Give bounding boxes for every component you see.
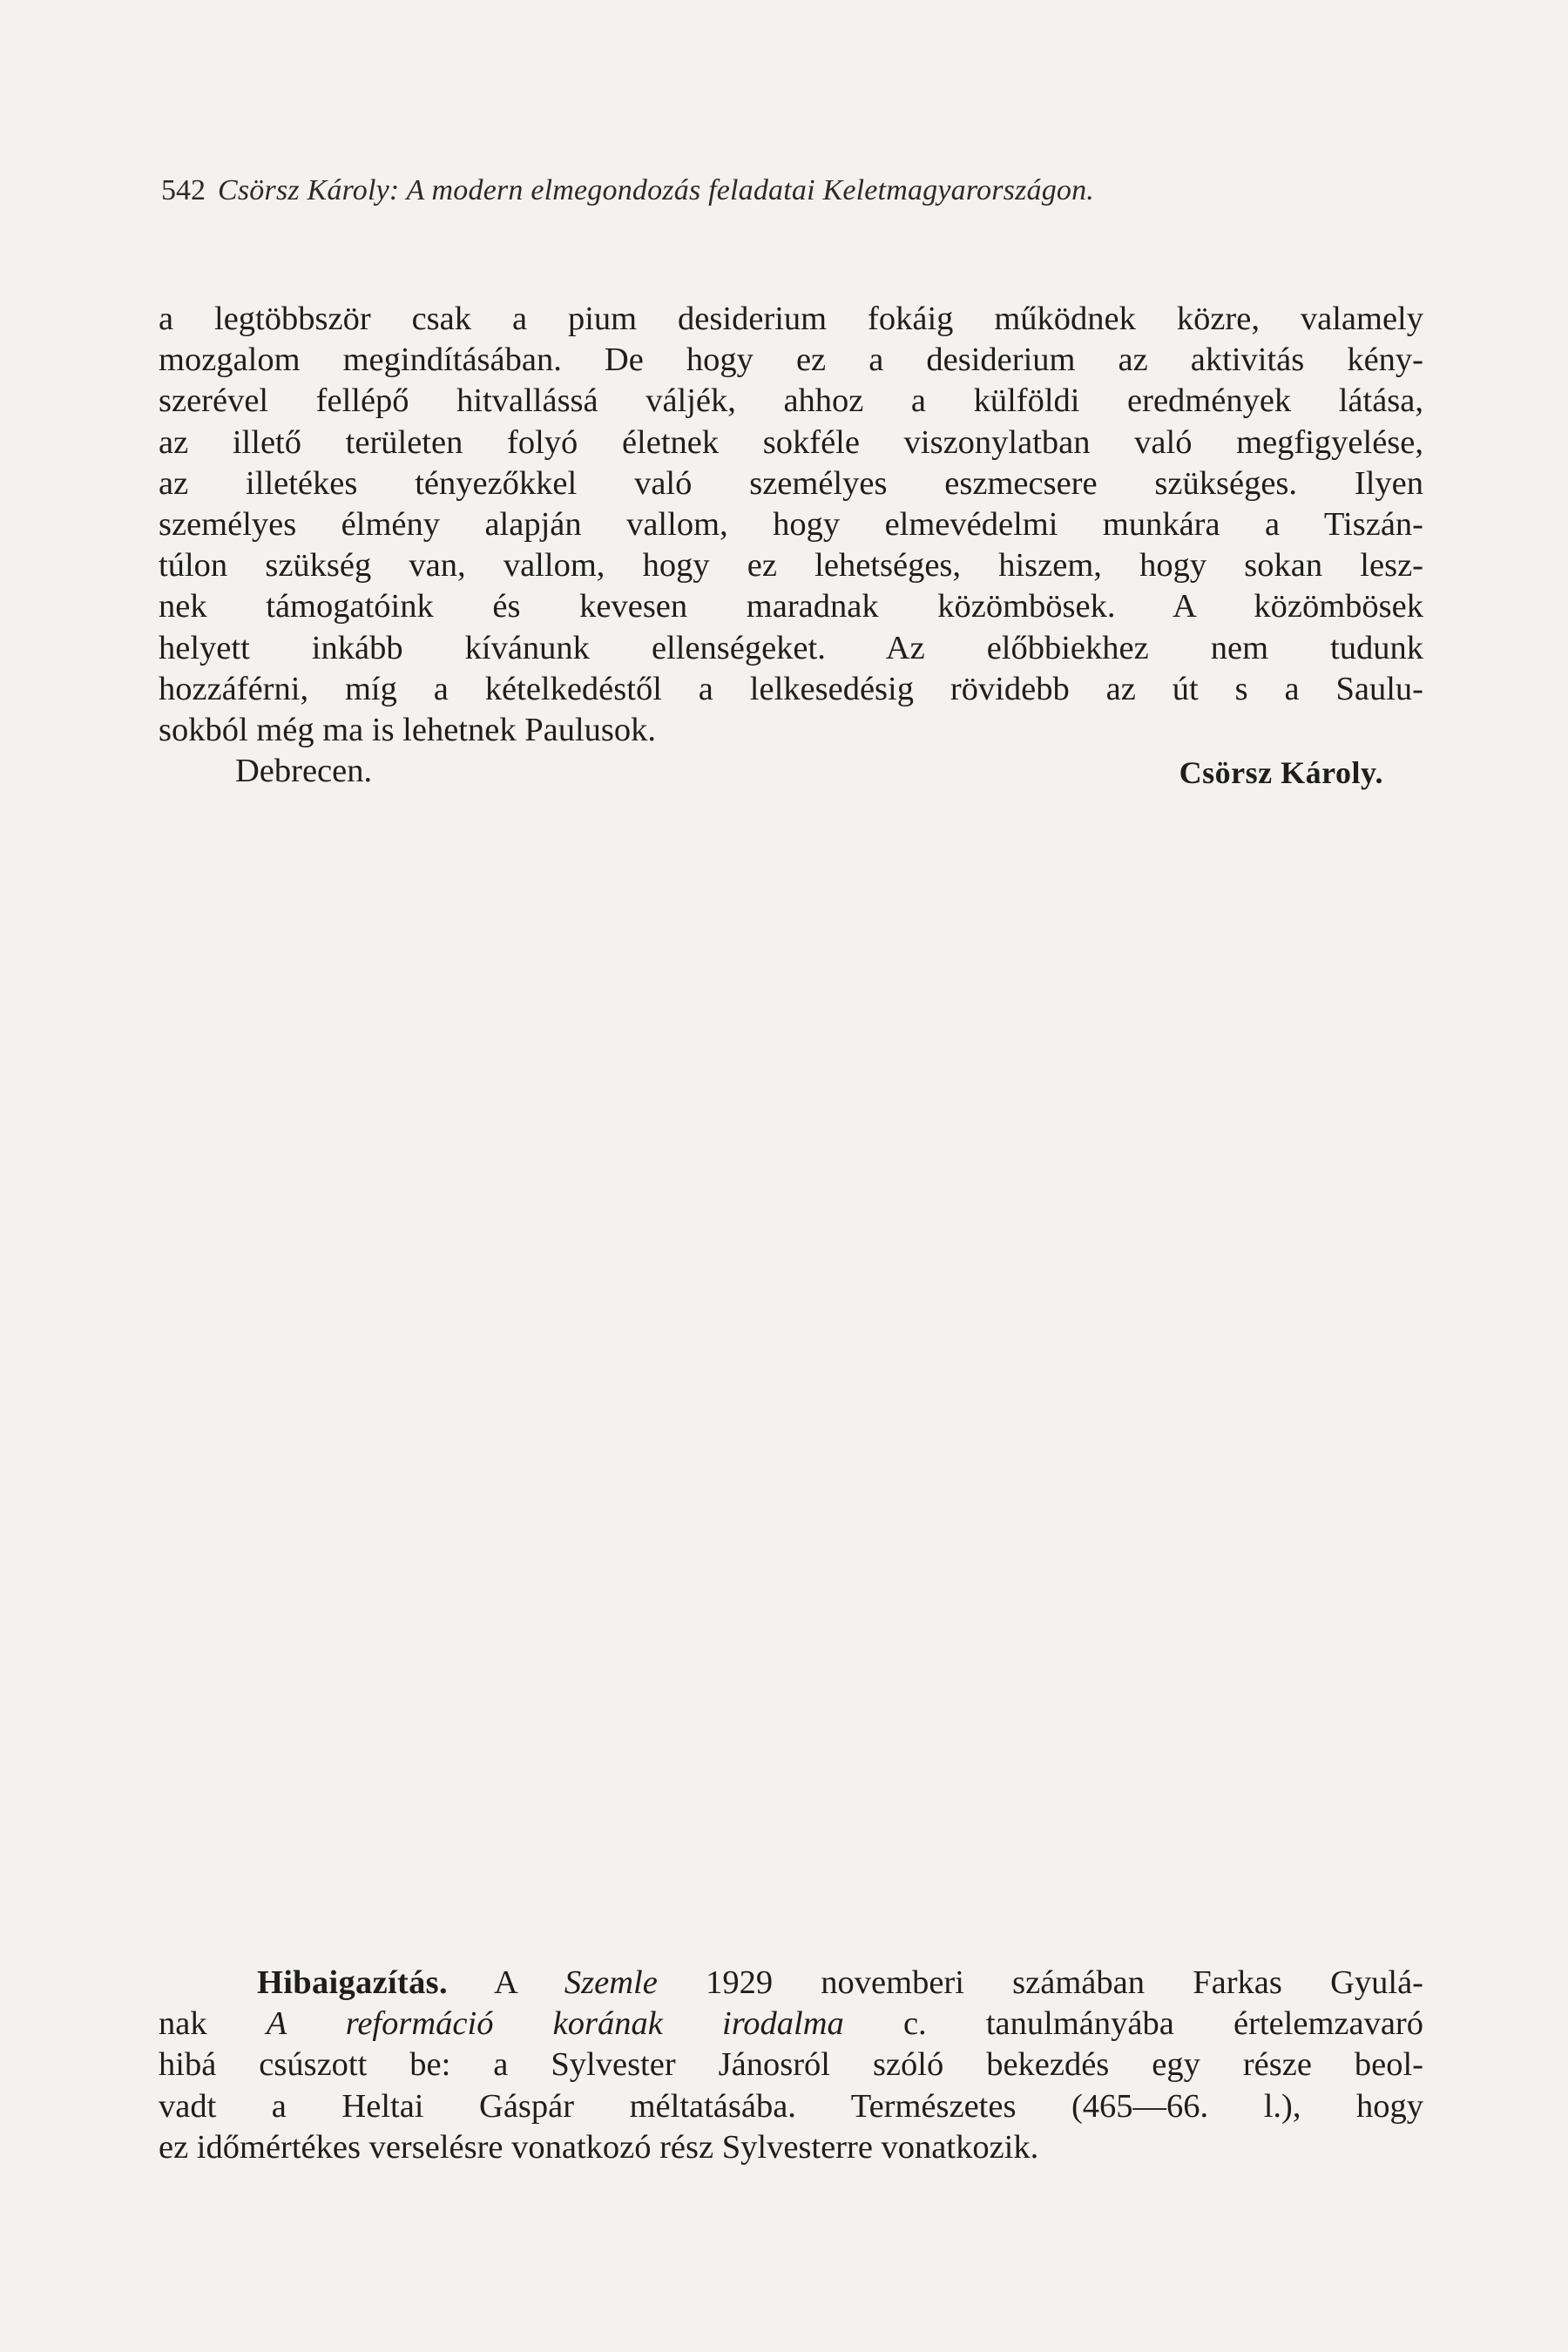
work-title: A reformáció korának irodalma (266, 2005, 844, 2043)
erratum-note (159, 1963, 1423, 2168)
signature-place: Debrecen. (235, 753, 373, 789)
paragraph-line: szerével fellépő hitvallássá váljék, ahhoz a külföldi eredmények látása, (159, 382, 1423, 420)
page-number: 542 (161, 174, 206, 206)
paragraph-line: túlon szükség van, vallom, hogy ez lehetséges, hiszem, hogy sokan lesz- (159, 547, 1423, 585)
running-title: Csörsz Károly: A modern elmegondozás feladatai Keletmagyarországon. (218, 174, 1095, 206)
paragraph-line: sokból még ma is lehetnek Paulusok. (159, 711, 657, 748)
paragraph-line: nek támogatóink és kevesen maradnak közömbösek. A közömbösek (159, 588, 1423, 625)
erratum-line: ez időmértékes verselésre vonatkozó rész Sylvesterre vonatkozik. (159, 2128, 1039, 2166)
main-paragraph (159, 299, 1423, 751)
paragraph-line: az illető területen folyó életnek sokféle viszonylatban való megfigyelése, (159, 423, 1423, 461)
paragraph-line: az illetékes tényezőkkel való személyes eszmecsere szükséges. Ilyen (159, 464, 1423, 502)
running-header (161, 172, 1416, 210)
erratum-text: A (447, 1964, 564, 2001)
signature-author: Csörsz Károly. (1179, 755, 1383, 790)
erratum-text: nak (159, 2005, 267, 2043)
paragraph-line: a legtöbbször csak a pium desiderium fokáig működnek közre, valamely (159, 301, 1423, 337)
paragraph-line: személyes élmény alapján vallom, hogy elmevédelmi munkára a Tiszán- (159, 505, 1423, 543)
journal-name: Szemle (564, 1964, 658, 2001)
paragraph-line: hozzáférni, míg a kételkedéstől a lelkesedésig rövidebb az út s a Saulu- (159, 670, 1423, 707)
erratum-line: vadt a Heltai Gáspár méltatásába. Természetes (465—66. l.), hogy (159, 2087, 1423, 2125)
erratum-heading: Hibaigazítás. (257, 1964, 448, 2001)
erratum-text: c. tanulmányába értelemzavaró (843, 2005, 1423, 2043)
erratum-line (159, 1963, 1423, 2004)
paragraph-line: mozgalom megindításában. De hogy ez a desiderium az aktivitás kény- (159, 341, 1423, 379)
erratum-text: 1929 novemberi számában Farkas Gyulá- (657, 1964, 1423, 2001)
erratum-line (159, 2004, 1423, 2044)
erratum-line: hibá csúszott be: a Sylvester Jánosról szóló bekezdés egy része beol- (159, 2046, 1423, 2084)
paragraph-line: helyett inkább kívánunk ellenségeket. Az előbbiekhez nem tudunk (159, 629, 1423, 666)
